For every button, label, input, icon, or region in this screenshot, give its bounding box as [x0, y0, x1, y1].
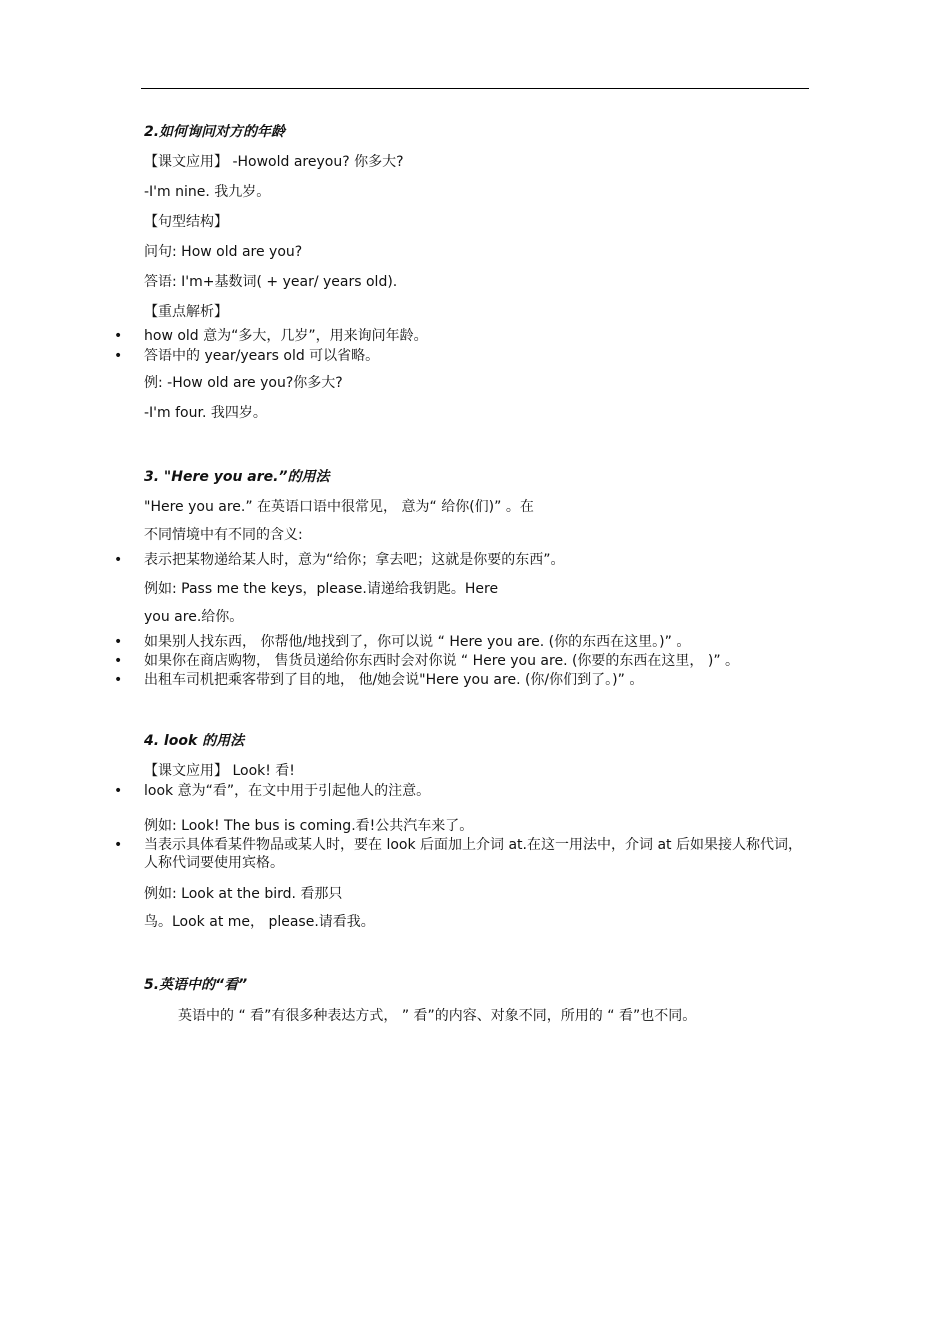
s2-question-line: 问句: How old are you? [144, 244, 303, 260]
section-4-heading: 4. look 的用法 [144, 733, 245, 749]
s2-bullet-1: • how old 意为“多大，几岁”，用来询问年龄。 [144, 327, 428, 345]
s2-answer-line: 答语: I'm+基数词( + year/ years old). [144, 274, 398, 290]
s4-example-line-3: 鸟。Look at me， please.请看我。 [144, 914, 375, 930]
s2-analysis-label: 【重点解析】 [144, 304, 228, 320]
s2-structure-label: 【句型结构】 [144, 214, 228, 230]
s3-example-line-1: 例如: Pass me the keys，please.请递给我钥匙。Here [144, 581, 499, 597]
section-3-heading: 3. "Here you are.”的用法 [144, 469, 330, 485]
section-2-heading: 2.如何询问对方的年龄 [144, 124, 286, 140]
s4-lesson-application: 【课文应用】 Look! 看! [144, 763, 295, 779]
s2-lesson-application: 【课文应用】 -Howold areyou? 你多大? [144, 154, 404, 170]
s3-bullet-1: • 表示把某物递给某人时，意为“给你；拿去吧；这就是你要的东西”。 [144, 551, 565, 569]
s2-answer-example: -I'm nine. 我九岁。 [144, 184, 271, 200]
section-5-heading: 5.英语中的“看” [144, 977, 248, 993]
s3-example-line-2: you are.给你。 [144, 609, 244, 625]
s3-intro-line-2: 不同情境中有不同的含义: [144, 527, 303, 543]
s3-bullet-2: • 如果别人找东西， 你帮他/地找到了，你可以说 “ Here you are. (你的东西在这里。)” 。 [144, 633, 690, 651]
s4-example-line-1: 例如: Look! The bus is coming.看!公共汽车来了。 [144, 818, 474, 834]
s4-example-line-2: 例如: Look at the bird. 看那只 [144, 886, 343, 902]
s3-bullet-4: • 出租车司机把乘客带到了目的地， 他/她会说"Here you are. (你/你们到了。)” 。 [144, 671, 643, 689]
s3-intro-line-1: "Here you are.” 在英语口语中很常见， 意为“ 给你(们)” 。在 [144, 499, 534, 515]
header-rule [141, 88, 809, 89]
s4-bullet-1: • look 意为“看”，在文中用于引起他人的注意。 [144, 782, 430, 800]
s5-body-line: 英语中的 “ 看”有很多种表达方式， ” 看”的内容、对象不同，所用的 “ 看”也不同。 [178, 1008, 697, 1024]
s2-bullet-2: • 答语中的 year/years old 可以省略。 [144, 347, 379, 365]
s3-bullet-3: • 如果你在商店购物， 售货员递给你东西时会对你说 “ Here you are. (你要的东西在这里， )” 。 [144, 652, 739, 670]
s2-example-question: 例: -How old are you?你多大? [144, 375, 343, 391]
s4-bullet-2: • 当表示具体看某件物品或某人时，要在 look 后面加上介词 at.在这一用法中，介词 at 后如果接人称代词，人称代词要使用宾格。 [144, 836, 806, 872]
s2-example-answer: -I'm four. 我四岁。 [144, 405, 267, 421]
